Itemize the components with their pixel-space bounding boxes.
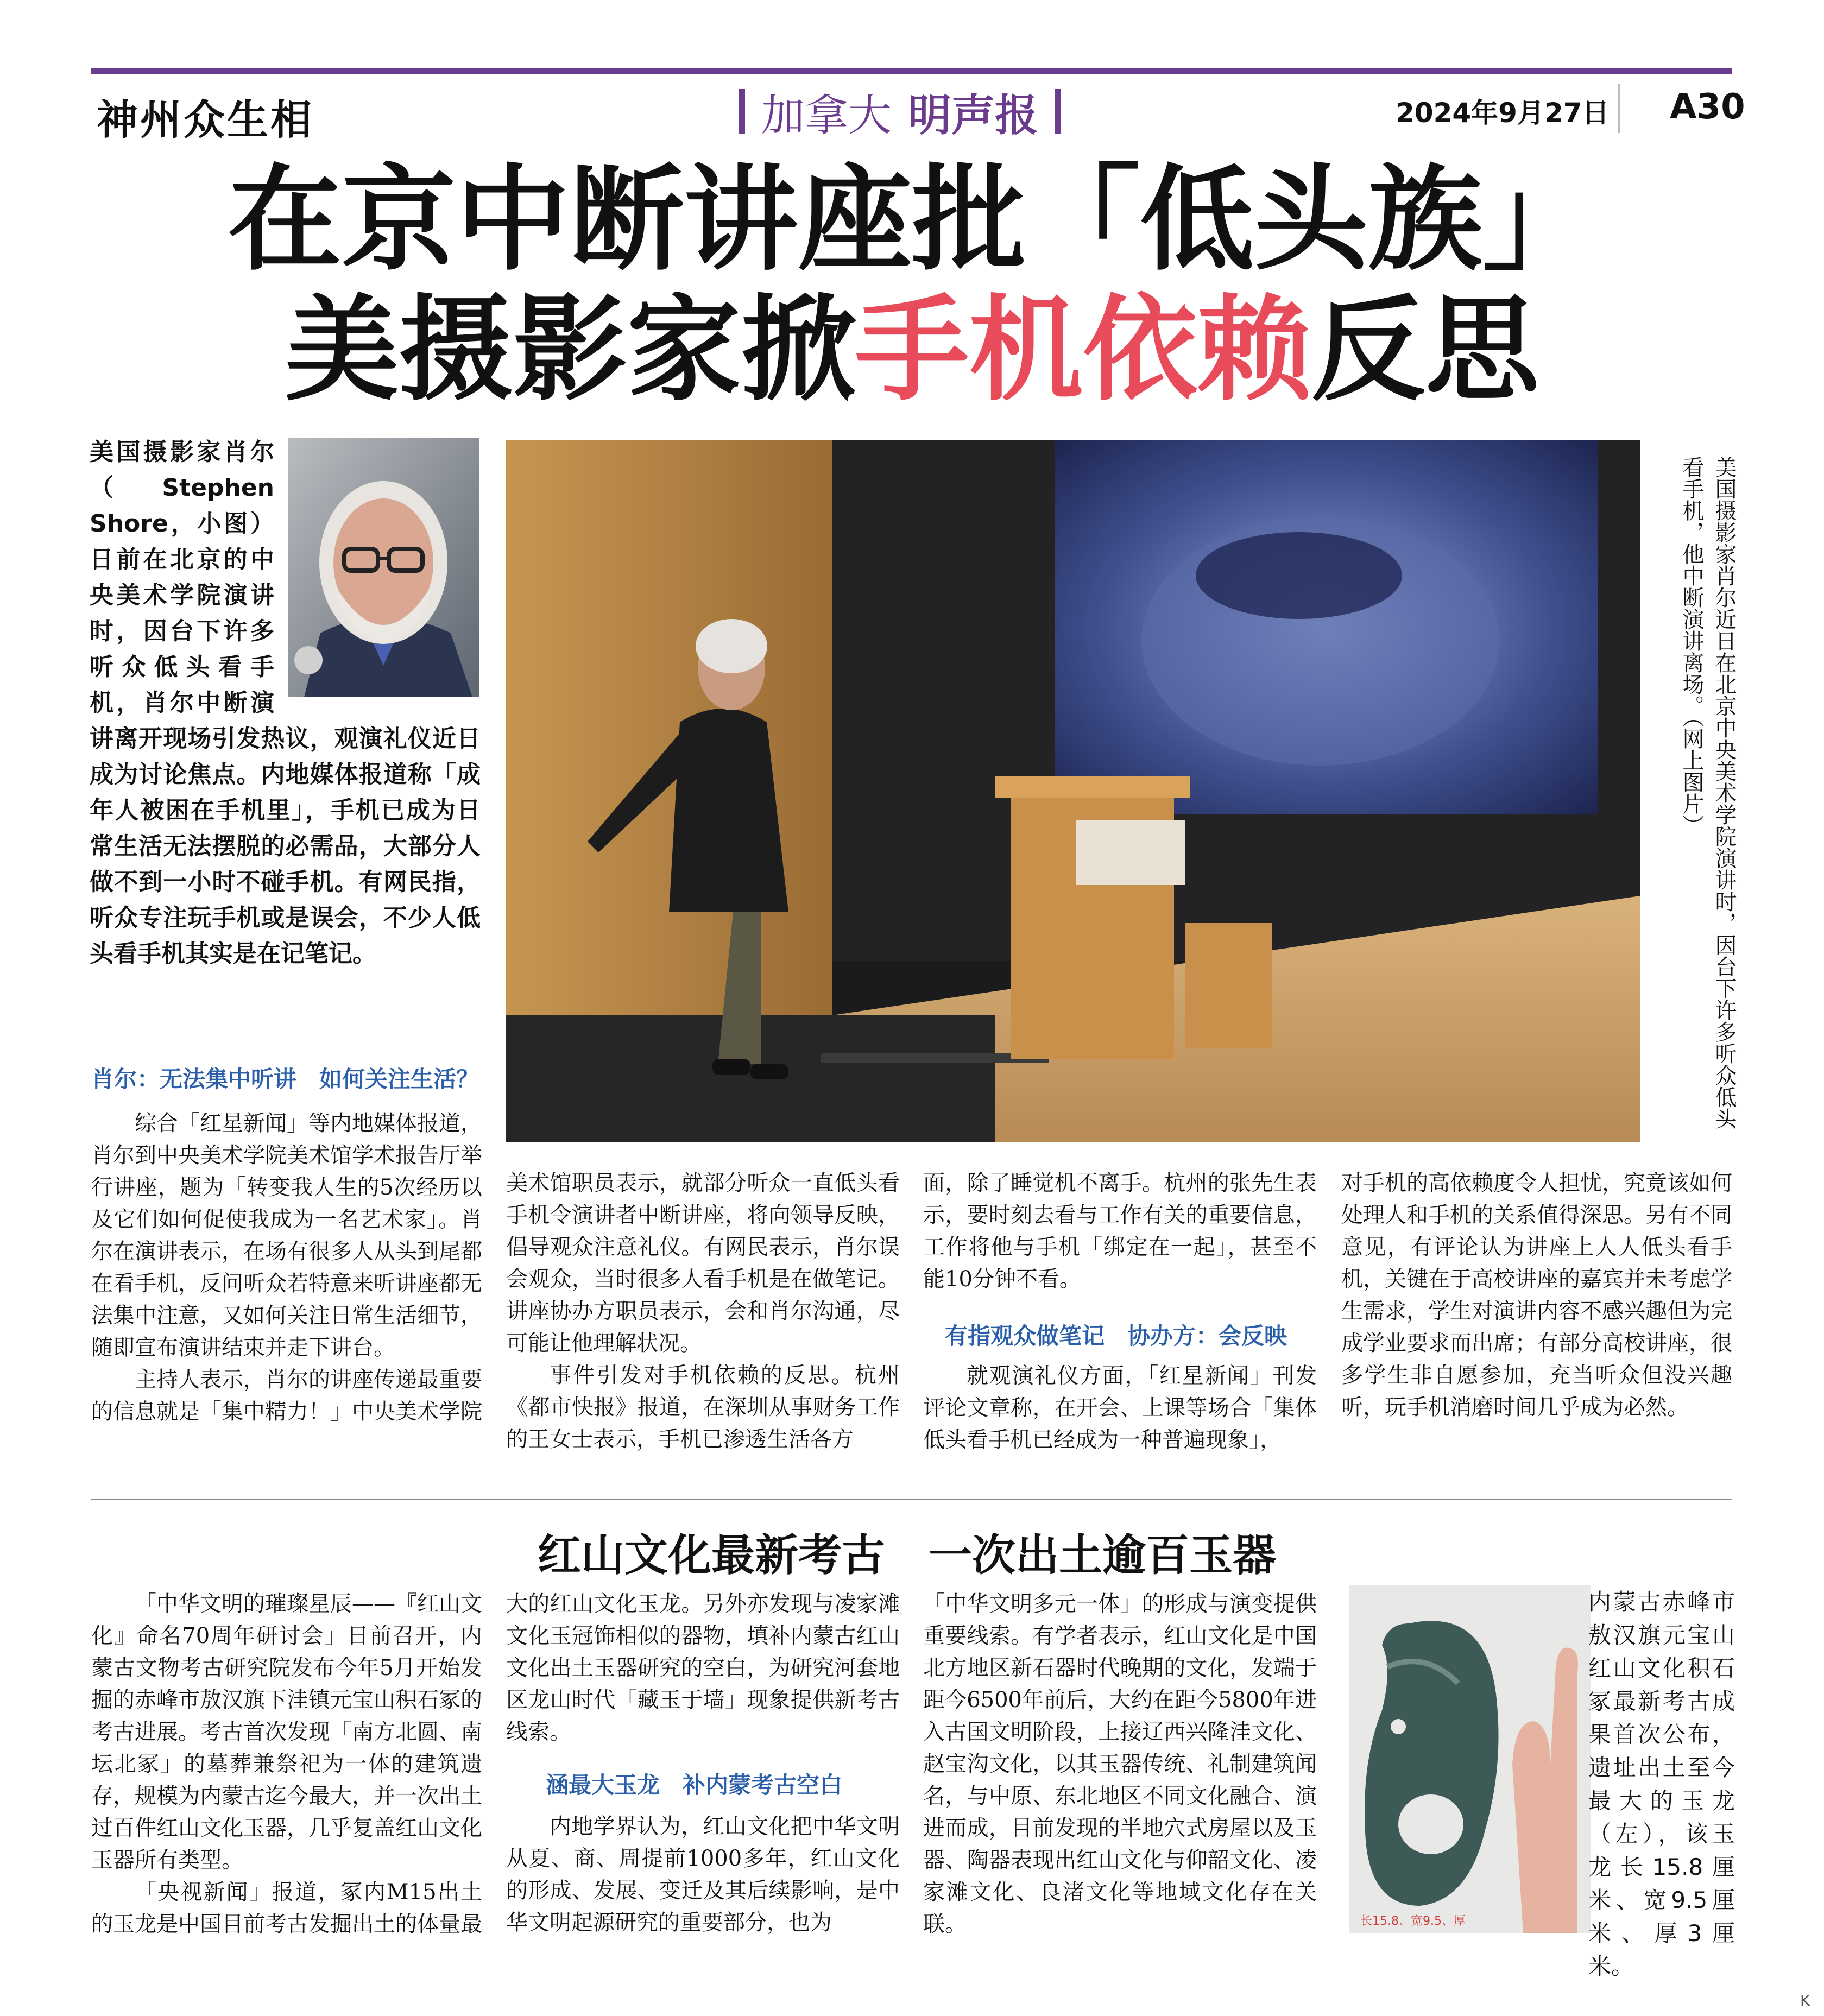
- story1-column-3: [923, 1167, 1317, 1295]
- jade-dragon-photo: [1349, 1585, 1591, 1933]
- lecture-hall-illustration: [506, 440, 1640, 1142]
- story2-headline: 红山文化最新考古 一次出土逾百玉器: [538, 1530, 1276, 1581]
- story2-column-2b: [506, 1811, 900, 1939]
- story1-column-2: [506, 1167, 900, 1456]
- headline-line2-part2: 反思: [1311, 283, 1539, 416]
- portrait-illustration: [288, 438, 479, 697]
- story2-col1-para2: 「央视新闻」报道，冢内M15出土的玉龙是中国目前考古发掘出土的体量最: [91, 1880, 482, 1937]
- headline-line1: 在京中断讲座批「低头族」: [228, 153, 1596, 286]
- nameplate-bar-left: [739, 89, 745, 134]
- paper-prefix: 加拿大: [761, 90, 892, 141]
- lede-text: 美国摄影家肖尔（Stephen Shore，小图）日前在北京的中央美术学院演讲时，因台下许多听众低头看手机，肖尔中断演讲离开现场引发热议，观演礼仪近日成为讨论焦点。内地媒体报道称「成年人被困在手机里」，手机已成为日常生活无法摆脱的必需品，大部分人做不到一小时不碰手机。有网民指，听众专注玩手机或是误会，不少人低头看手机其实是在记笔记。: [90, 438, 481, 968]
- story1-col4-para1: 对手机的高依赖度令人担忧，究竟该如何处理人和手机的关系值得深思。另有不同意见，有评论认为讲座上人人低头看手机，关键在于高校讲座的嘉宾并未考虑学生需求，学生对演讲内容不感兴趣但为完成学业要求而出席；有部分高校讲座，很多学生非自愿参加，充当听众但没兴趣听，玩手机消磨时间几乎成为必然。: [1341, 1171, 1732, 1420]
- story2-column-3: [923, 1588, 1317, 1941]
- page-number: A30: [1670, 87, 1745, 127]
- headline-line2-highlight: 手机依赖: [855, 283, 1311, 416]
- section-title: 神州众生相: [97, 96, 314, 144]
- masthead-rule: [91, 68, 1732, 74]
- subhead-organizer: 有指观众做笔记 协办方：会反映: [945, 1323, 1287, 1349]
- story1-col3-para2: 就观演礼仪方面，「红星新闻」刊发评论文章称，在开会、上课等场合「集体低头看手机已经成为一种普遍现象」，: [923, 1363, 1317, 1452]
- story2-col2-para1: 大的红山文化玉龙。另外亦发现与凌家滩文化玉冠饰相似的器物，填补内蒙古红山文化出土玉器研究的空白，为研究河套地区龙山时代「藏玉于墙」现象提供新考古线索。: [506, 1591, 900, 1745]
- headline-line2-part1: 美摄影家掀: [285, 283, 855, 416]
- story2-subhead: 涵最大玉龙 补内蒙考古空白: [546, 1772, 843, 1798]
- story2-col1-para1: 「中华文明的璀璨星辰——『红山文化』命名70周年研讨会」日前召开，内蒙古文物考古研究院发布今年5月开始发掘的赤峰市敖汉旗下洼镇元宝山积石冢的考古进展。考古首次发现「南方北圆、南坛北冢」的墓葬兼祭祀为一体的建筑遗存，规模为内蒙古迄今最大，并一次出土过百件红山文化玉器，几乎复盖红山文化玉器所有类型。: [91, 1591, 482, 1873]
- paper-nameplate: [739, 81, 1061, 141]
- paper-name: 明声报: [908, 90, 1038, 141]
- story2-col2-para2: 内地学界认为，红山文化把中华文明从夏、商、周提前1000多年，红山文化的形成、发展、变迁及其后续影响，是中华文明起源研究的重要部分，也为: [506, 1814, 900, 1935]
- subhead-shore: 肖尔：无法集中听讲 如何关注生活？: [91, 1066, 479, 1092]
- story1-col1-para2: 主持人表示，肖尔的讲座传递最重要的信息就是「集中精力！」中央美术学院: [91, 1367, 482, 1424]
- story1-col2-para1: 美术馆职员表示，就部分听众一直低头看手机令演讲者中断讲座，将向领导反映，倡导观众注意礼仪。有网民表示，肖尔误会观众，当时很多人看手机是在做笔记。讲座协办方职员表示，会和肖尔沟通，尽可能让他理解状况。: [506, 1171, 900, 1356]
- portrait-photo: [288, 438, 479, 697]
- jade-photo-label: 长15.8、宽9.5、厚: [1360, 1914, 1466, 1928]
- lecture-photo: [506, 440, 1640, 1142]
- jade-dragon-illustration: [1349, 1585, 1591, 1933]
- nameplate-bar-right: [1055, 89, 1061, 134]
- jade-photo-caption: 内蒙古赤峰市敖汉旗元宝山红山文化积石冢最新考古成果首次公布，遗址出土至今最大的玉龙（左），该玉龙长15.8厘米、宽9.5厘米、厚3厘米。: [1588, 1589, 1735, 1980]
- story1-col1-para1: 综合「红星新闻」等内地媒体报道，肖尔到中央美术学院美术馆学术报告厅举行讲座，题为「转变我人生的5次经历以及它们如何促使我成为一名艺术家」。肖尔在演讲表示，在场有很多人从头到尾都在看手机，反问听众若特意来听讲座都无法集中注意，又如何关注日常生活细节，随即宣布演讲结束并走下讲台。: [91, 1111, 482, 1360]
- issue-date: 2024年9月27日: [1396, 97, 1610, 129]
- story2-col3-para1: 「中华文明多元一体」的形成与演变提供重要线索。有学者表示，红山文化是中国北方地区新石器时代晚期的文化，发端于距今6500年前后，大约在距今5800年进入古国文明阶段，上接辽西兴隆洼文化、赵宝沟文化，以其玉器传统、礼制建筑闻名，与中原、东北地区不同文化融合、演进而成，目前发现的半地穴式房屋以及玉器、陶器表现出红山文化与仰韶文化、凌家滩文化、良渚文化等地域文化存在关联。: [923, 1591, 1317, 1937]
- corner-mark: K: [1800, 1992, 1810, 2009]
- masthead-divider: [1618, 84, 1620, 133]
- story2-column-2: [506, 1588, 900, 1748]
- story1-column-1: [91, 1108, 482, 1428]
- story1-col2-para2: 事件引发对手机依赖的反思。杭州《都市快报》报道，在深圳从事财务工作的王女士表示，手机已渗透生活各方: [506, 1363, 900, 1452]
- story1-col3-para1: 面，除了睡觉机不离手。杭州的张先生表示，要时刻去看与工作有关的重要信息，工作将他与手机「绑定在一起」，甚至不能10分钟不看。: [923, 1171, 1317, 1292]
- headline-line2: [0, 283, 1824, 416]
- lecture-photo-caption: 美国摄影家肖尔近日在北京中央美术学院演讲时，因台下许多听众低头看手机，他中断演讲离场。（网上图片）: [1679, 456, 1737, 1129]
- story2-column-1: [91, 1588, 482, 1941]
- story1-column-4: [1341, 1167, 1732, 1424]
- story1-column-3b: [923, 1360, 1317, 1456]
- story-divider: [91, 1499, 1732, 1500]
